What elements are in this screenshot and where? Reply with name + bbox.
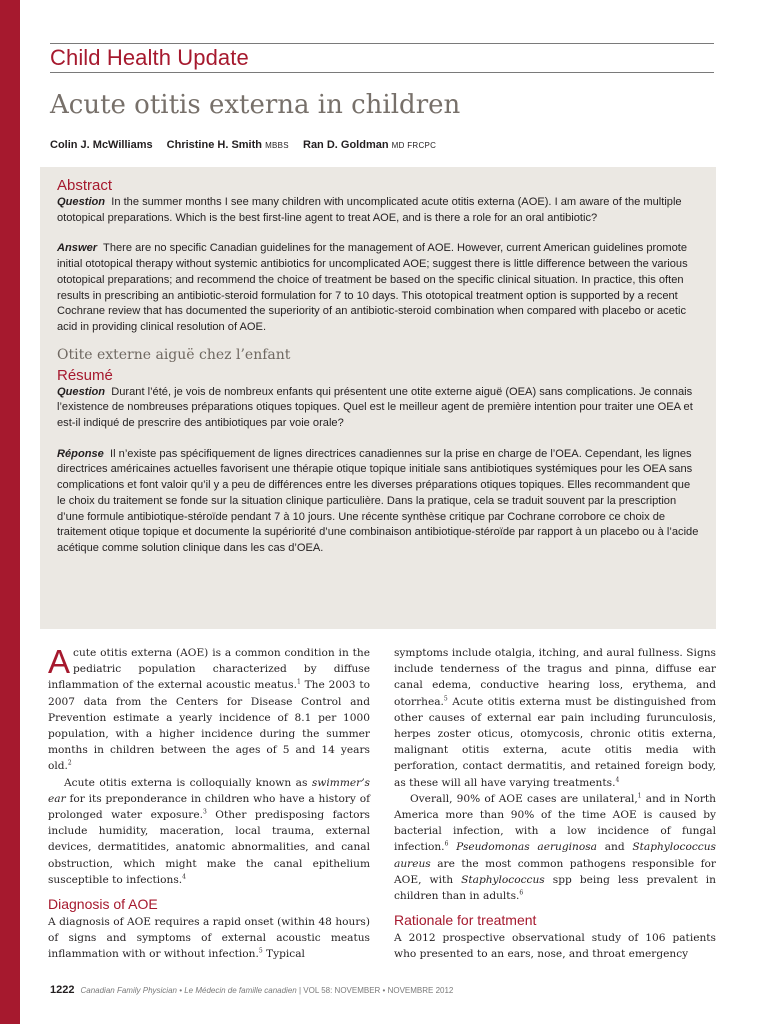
- section-heading-rationale: Rationale for treatment: [394, 912, 537, 929]
- body-paragraph: Overall, 90% of AOE cases are unilateral,$^1$ and in North America more than 90% of the time AOE is caused by bacterial infection, with a low incidence of fungal infection.$^6$ Pseudomonas aeruginosa and Staphylococcus aureus are the most common pathogens responsible for AOE, with Staphylococcus spp being less prevalent in children than in adults.$^6$: [394, 792, 716, 903]
- body-paragraph: A diagnosis of AOE requires a rapid onset (within 48 hours) of signs and symptoms of external acoustic meatus inflammation with or without infection.$^5$ Typical: [48, 916, 370, 961]
- abstract-answer: Answer There are no specific Canadian guidelines for the management of AOE. However, current American guidelines promote initial ototopical therapy without systemic antibiotics for uncomplicated AOE; suggest there is little difference between the various ototopical preparations; and recommend the choice of treatment be based on the specific clinical situation. In practice, this often results in prescribing an antibiotic-steroid formulation for 7 to 10 days. This ototopical treatment option is supported by a recent Cochrane review that has documented the superiority of an antibiotic-steroid combination when compared with placebo or acetic acid in providing clinical resolution of AOE.: [57, 242, 688, 333]
- series-title: Child Health Update: [50, 45, 249, 70]
- body-paragraph: Acute otitis externa (AOE) is a common condition in the pediatric population characterized by diffuse inflammation of the external acoustic meatus.$^1$ The 2003 to 2007 data from the Centers for Disease Control and Prevention estimate a yearly incidence of 8.1 per 1000 population, with a higher incidence during the summer months in children between the ages of 5 and 14 years old.$^2$: [48, 643, 370, 773]
- article-title: Acute otitis externa in children: [50, 90, 461, 120]
- author: Ran D. Goldman MD FRCPC: [303, 139, 437, 151]
- page-footer: [50, 984, 453, 996]
- left-accent-bar: [0, 0, 20, 1024]
- body-column-right: [394, 645, 716, 963]
- page-number: 1222: [50, 984, 75, 996]
- body-paragraph-continued: symptoms include otalgia, itching, and aural fullness. Signs include tenderness of the tragus and pinna, diffuse ear canal edema, conductive hearing loss, erythema, and otorrhea.$^5$ Acute otitis externa must be distinguished from other causes of external ear pain including furunculosis, herpes zoster oticus, otomycosis, chronic otitis externa, malignant otitis externa, acute otitis media with perforation, contact dermatitis, and retained foreign body, as these will all have varying treatments.$^4$: [394, 647, 716, 789]
- resume-answer: Réponse Il n’existe pas spécifiquement de lignes directrices canadiennes sur la prise en charge de l’OEA. Cependant, les lignes directrices américaines actuelles favorisent une thérapie otique topique initiale sans antibiotiques systémiques pour les OEA sans complications et font valoir qu’il y a peu de différences entre les diverses préparations otiques topiques. Elles recommandent que le choix du traitement se fonde sur la situation clinique particulière. Dans la pratique, cela se traduit souvent par la prescription d’une formule antibiotique-stéroïde pendant 7 à 10 jours. Une récente synthèse critique par Cochrane corrobore ce choix de traitement otique topique et documente la supériorité d’une combinaison antibiotique-stéroïde par rapport à un placebo ou à l’acide acétique comme solution clinique dans les cas d’OEA.: [57, 447, 699, 554]
- body-paragraph: Acute otitis externa is colloquially known as swimmer’s ear for its preponderance in children who have a history of prolonged water exposure.$^3$ Other predisposing factors include humidity, maceration, local trauma, external devices, dermatitides, anatomic abnormalities, and canal obstruction, which might make the canal epithelium susceptible to infections.$^4$: [48, 776, 370, 886]
- abstract-box: [40, 167, 716, 629]
- author: Colin J. McWilliams: [50, 139, 153, 151]
- author: Christine H. Smith MBBS: [166, 139, 289, 151]
- header-rule-bottom: [50, 72, 714, 73]
- body-paragraph: A 2012 prospective observational study of 106 patients who presented to an ears, nose, and throat emergency: [394, 932, 716, 961]
- author-degree: MBBS: [265, 141, 289, 150]
- journal-issue: | VOL 58: NOVEMBER • NOVEMBRE 2012: [296, 986, 454, 995]
- resume-heading: Résumé: [57, 366, 113, 384]
- header-rule-top: [50, 43, 714, 44]
- section-heading-diagnosis: Diagnosis of AOE: [48, 896, 158, 913]
- abstract-heading: Abstract: [57, 177, 113, 194]
- author-degree: MD FRCPC: [391, 141, 437, 150]
- drop-cap: A: [48, 643, 71, 680]
- resume-question: Question Durant l’été, je vois de nombreux enfants qui présentent une otite externe aiguë (OEA) sans complications. Je connais l’existence de nombreuses préparations otiques topiques. Quel est le meilleur agent de première intention pour traiter une OEA et est-il indiqué de prescrire des antibiotiques par voie orale?: [57, 385, 693, 430]
- body-column-left: [48, 645, 370, 963]
- author-list: [50, 139, 447, 151]
- journal-name: Canadian Family Physician • Le Médecin de famille canadien: [80, 986, 297, 995]
- abstract-question: Question In the summer months I see many children with uncomplicated acute otitis externa (AOE). I am aware of the multiple ototopical preparations. Which is the best first-line agent to treat AOE, and is there a role for an oral antibiotic?: [57, 196, 682, 224]
- french-title: Otite externe aiguë chez l’enfant: [57, 346, 291, 363]
